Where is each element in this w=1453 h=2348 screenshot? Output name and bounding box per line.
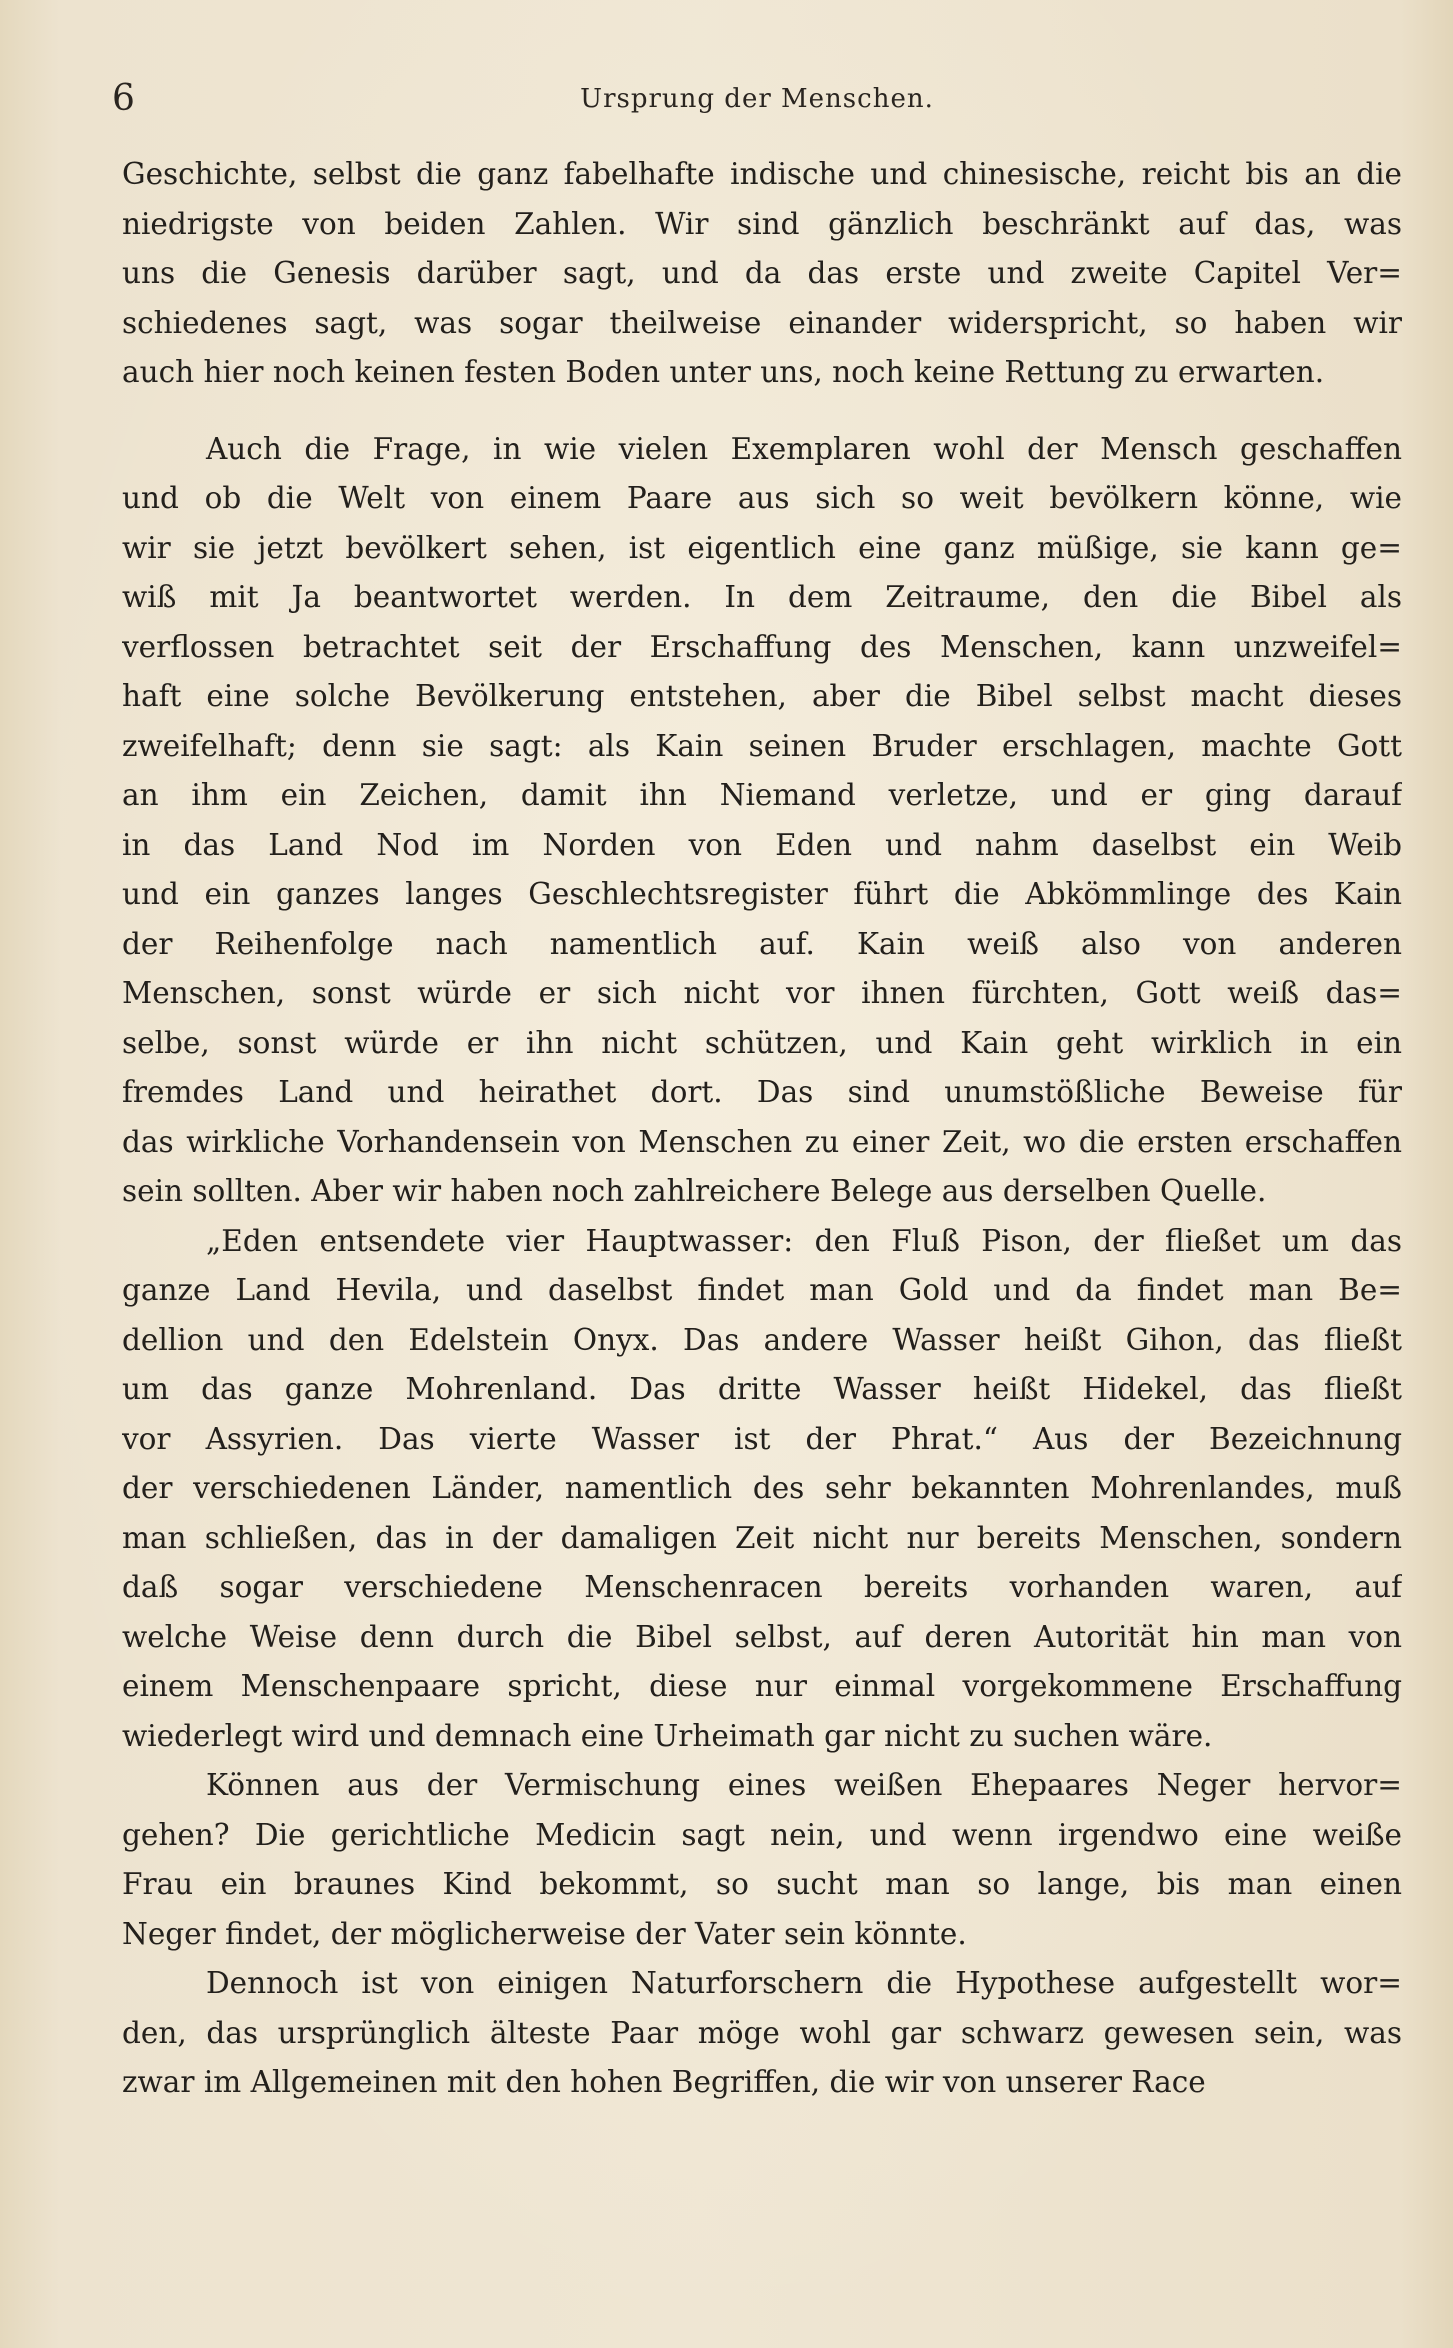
text-line: zwar im Allgemeinen mit den hohen Begriffen, die wir von unserer Race	[122, 2065, 1206, 2099]
text-line: auch hier noch keinen festen Boden unter uns, noch keine Rettung zu erwarten.	[122, 355, 1325, 389]
text-line: dellion und den Edelstein Onyx. Das andere Wasser heißt Gihon, das fließt	[122, 1322, 1402, 1357]
text-line: Geschichte, selbst die ganz fabelhafte indische und chinesische, reicht bis an die	[122, 157, 1402, 191]
text-line: das wirkliche Vorhandensein von Menschen zu einer Zeit, wo die ersten erschaffen	[122, 1124, 1402, 1159]
text-line: „Eden entsendete vier Hauptwasser: den Fluß Pison, der fließet um das	[206, 1223, 1402, 1258]
page-number: 6	[112, 78, 135, 119]
text-line: verflossen betrachtet seit der Erschaffung des Menschen, kann unzweifel=	[122, 629, 1402, 664]
paragraph	[122, 1217, 1402, 1762]
text-line: und ob die Welt von einem Paare aus sich so weit bevölkern könne, wie	[122, 481, 1402, 515]
body-text	[122, 150, 1402, 2108]
text-line: wiederlegt wird und demnach eine Urheimath gar nicht zu suchen wäre.	[122, 1718, 1213, 1753]
text-line: selbe, sonst würde er ihn nicht schützen, und Kain geht wirklich in ein	[122, 1025, 1402, 1060]
paragraph	[122, 425, 1402, 1217]
text-line: Können aus der Vermischung eines weißen Ehepaares Neger hervor=	[206, 1768, 1402, 1802]
paragraph	[122, 1959, 1402, 2108]
text-line: man schließen, das in der damaligen Zeit nicht nur bereits Menschen, sondern	[122, 1520, 1402, 1555]
paragraph	[122, 1761, 1402, 1959]
text-line: Dennoch ist von einigen Naturforschern die Hypothese aufgestellt wor=	[206, 1966, 1402, 2000]
text-line: den, das ursprünglich älteste Paar möge wohl gar schwarz gewesen sein, was	[122, 2015, 1402, 2050]
text-line: einem Menschenpaare spricht, diese nur einmal vorgekommene Erschaffung	[122, 1669, 1402, 1703]
text-line: haft eine solche Bevölkerung entstehen, aber die Bibel selbst macht dieses	[122, 679, 1402, 713]
text-line: niedrigste von beiden Zahlen. Wir sind gänzlich beschränkt auf das, was	[122, 206, 1402, 241]
text-line: in das Land Nod im Norden von Eden und nahm daselbst ein Weib	[122, 827, 1402, 862]
text-line: zweifelhaft; denn sie sagt: als Kain seinen Bruder erschlagen, machte Gott	[122, 728, 1402, 763]
text-line: der verschiedenen Länder, namentlich des sehr bekannten Mohrenlandes, muß	[122, 1471, 1402, 1505]
text-line: Auch die Frage, in wie vielen Exemplaren wohl der Mensch geschaffen	[206, 431, 1402, 466]
text-line: welche Weise denn durch die Bibel selbst, auf deren Autorität hin man von	[122, 1619, 1402, 1654]
text-line: Frau ein braunes Kind bekommt, so sucht man so lange, bis man einen	[122, 1867, 1402, 1901]
text-line: ganze Land Hevila, und daselbst findet man Gold und da findet man Be=	[122, 1273, 1402, 1307]
text-line: der Reihenfolge nach namentlich auf. Kain weiß also von anderen	[122, 926, 1402, 961]
text-line: an ihm ein Zeichen, damit ihn Niemand verletze, und er ging darauf	[122, 778, 1402, 812]
text-line: und ein ganzes langes Geschlechtsregister führt die Abkömmlinge des Kain	[122, 877, 1402, 911]
text-line: fremdes Land und heirathet dort. Das sind unumstößliche Beweise für	[122, 1075, 1402, 1109]
text-line: Menschen, sonst würde er sich nicht vor ihnen fürchten, Gott weiß das=	[122, 976, 1402, 1010]
text-line: vor Assyrien. Das vierte Wasser ist der Phrat.“ Aus der Bezeichnung	[122, 1421, 1402, 1456]
text-line: uns die Genesis darüber sagt, und da das erste und zweite Capitel Ver=	[122, 256, 1402, 290]
text-line: wir sie jetzt bevölkert sehen, ist eigentlich eine ganz müßige, sie kann ge=	[122, 530, 1402, 565]
text-line: daß sogar verschiedene Menschenracen bereits vorhanden waren, auf	[122, 1570, 1402, 1604]
text-line: sein sollten. Aber wir haben noch zahlreichere Belege aus derselben Quelle.	[122, 1174, 1267, 1208]
text-line: gehen? Die gerichtliche Medicin sagt nein, und wenn irgendwo eine weiße	[122, 1817, 1402, 1852]
text-line: Neger findet, der möglicherweise der Vater sein könnte.	[122, 1916, 967, 1951]
paragraph	[122, 150, 1402, 398]
text-line: um das ganze Mohrenland. Das dritte Wasser heißt Hidekel, das fließt	[122, 1372, 1402, 1406]
page-header	[112, 78, 1402, 122]
text-line: wiß mit Ja beantwortet werden. In dem Zeitraume, den die Bibel als	[122, 580, 1402, 614]
running-title: Ursprung der Menschen.	[580, 84, 934, 114]
text-line: schiedenes sagt, was sogar theilweise einander widerspricht, so haben wir	[122, 305, 1402, 340]
